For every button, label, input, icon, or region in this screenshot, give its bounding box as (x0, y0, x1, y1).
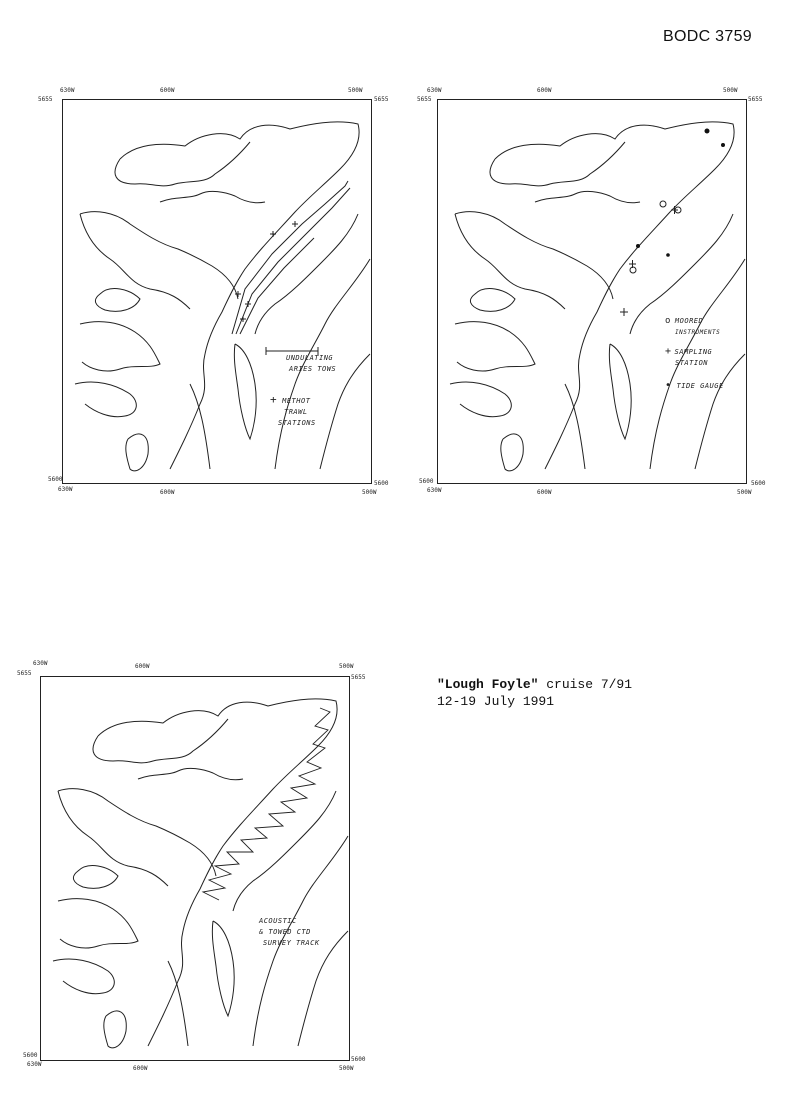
coastline-segment (126, 434, 148, 471)
dot-symbol-icon: • (665, 380, 672, 391)
tick-top-mid: 600W (135, 663, 150, 670)
tick-lat-bottom-right: 5600 (751, 480, 766, 487)
coastline-segment (495, 122, 734, 469)
tick-bottom-mid: 600W (537, 489, 552, 496)
coastline-segment (233, 791, 336, 911)
coastline-segment (98, 699, 337, 1046)
tick-bottom-left: 630W (427, 487, 442, 494)
coastline-segment (470, 289, 515, 312)
coastline-segment (58, 789, 216, 876)
sampling-stations (620, 206, 678, 316)
tick-bottom-right: 500W (737, 489, 752, 496)
coastline (40, 84, 380, 499)
tick-top-left: 630W (427, 87, 442, 94)
cruise-caption (437, 676, 632, 710)
coastline-segment (104, 1011, 126, 1048)
circle-symbol-icon: o (665, 316, 671, 326)
coastline-segment (501, 434, 523, 471)
tick-bottom-left: 630W (27, 1061, 42, 1068)
tick-top-right: 500W (339, 663, 354, 670)
coastline-segment (609, 344, 631, 439)
coastline-segment (75, 382, 136, 417)
tide-gauges (636, 129, 725, 257)
tick-top-right: 500W (348, 87, 363, 94)
tick-lat-top-left: 5655 (417, 96, 432, 103)
coastline-segment (80, 212, 238, 299)
legend-trawl-stations: + METHOT TRAWL STATIONS (270, 393, 316, 427)
coastline-segment (212, 921, 234, 1016)
tick-lat-bottom-right: 5600 (351, 1056, 366, 1063)
tick-bottom-right: 500W (362, 489, 377, 496)
coastline-segment (234, 344, 256, 439)
caption-dates: 12-19 July 1991 (437, 694, 555, 709)
coastline-segment (190, 384, 210, 469)
tick-top-mid: 600W (160, 87, 175, 94)
coastline (15, 660, 370, 1080)
coastline-segment (565, 384, 585, 469)
tick-bottom-left: 630W (58, 486, 73, 493)
tick-top-mid: 600W (537, 87, 552, 94)
coastline-segment (450, 382, 511, 417)
coastline-segment (455, 212, 613, 299)
caption-title: "Lough Foyle" cruise 7/91 (437, 677, 633, 692)
tick-lat-bottom-left: 5600 (23, 1052, 38, 1059)
tick-bottom-mid: 600W (160, 489, 175, 496)
plus-symbol-icon: + (665, 346, 672, 357)
tick-bottom-mid: 600W (133, 1065, 148, 1072)
tick-lat-top-left: 5655 (17, 670, 32, 677)
moored-instruments (630, 201, 681, 273)
coastline-segment (535, 191, 640, 202)
legend-aries-tows: UNDULATING ARIES TOWS (286, 354, 337, 373)
tick-lat-bottom-left: 5600 (419, 478, 434, 485)
tick-lat-top-right: 5655 (374, 96, 389, 103)
legend-tide-gauge: • TIDE GAUGE (665, 380, 724, 391)
coastline-segment (80, 322, 160, 371)
coastline-segment (255, 214, 358, 334)
plus-symbol-icon: + (270, 393, 278, 406)
map-survey-track (15, 660, 370, 1080)
coastline-segment (53, 959, 114, 994)
trawl-stations (235, 221, 298, 322)
tick-top-left: 630W (33, 660, 48, 667)
tick-lat-bottom-left: 5600 (48, 476, 63, 483)
tick-lat-top-left: 5655 (38, 96, 53, 103)
legend-moored-instruments: o MOORED INSTRUMENTS (665, 316, 721, 336)
tick-bottom-right: 500W (339, 1065, 354, 1072)
tick-top-right: 500W (723, 87, 738, 94)
coastline-segment (160, 191, 265, 202)
tick-lat-top-right: 5655 (351, 674, 366, 681)
coastline-segment (73, 866, 118, 889)
coastline-segment (120, 122, 359, 469)
tick-lat-bottom-right: 5600 (374, 480, 389, 487)
coastline-segment (138, 768, 243, 779)
tick-top-left: 630W (60, 87, 75, 94)
coastline (415, 84, 770, 499)
legend-survey-track: ACOUSTIC & TOWED CTD SURVEY TRACK (259, 917, 320, 947)
legend-sampling-station: + SAMPLING STATION (665, 346, 713, 367)
coastline-segment (455, 322, 535, 371)
document-reference: BODC 3759 (663, 28, 752, 45)
coastline-segment (168, 961, 188, 1046)
coastline-segment (95, 289, 140, 312)
coastline-segment (695, 354, 745, 469)
map-instruments (415, 84, 770, 499)
map-aries-tows (38, 84, 389, 499)
coastline-segment (58, 899, 138, 948)
tick-lat-top-right: 5655 (748, 96, 763, 103)
